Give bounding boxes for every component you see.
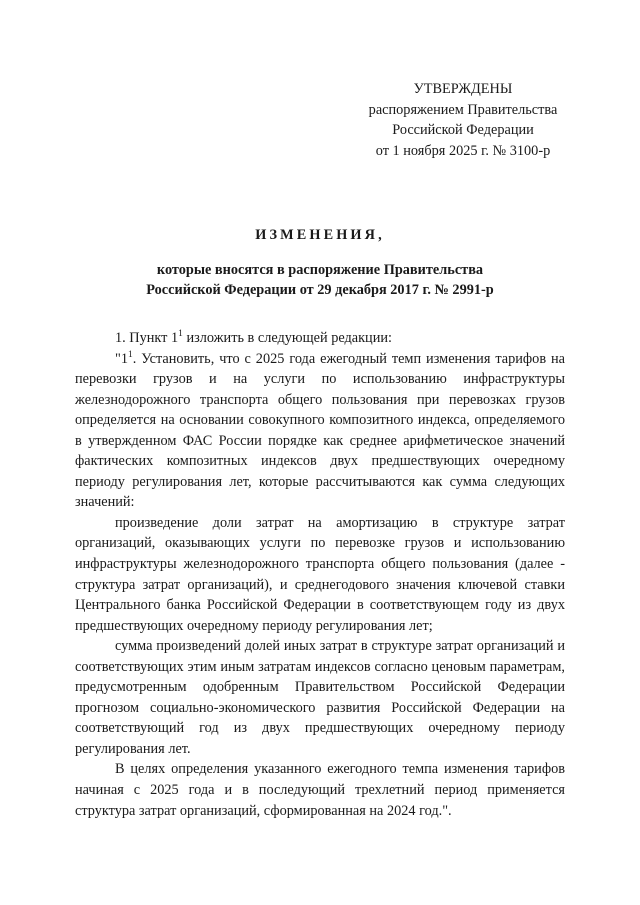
superscript-one-intro: 1 (178, 329, 183, 340)
approval-line-date-number: от 1 ноября 2025 г. № 3100-р (375, 142, 551, 159)
paragraph-sum-of-other-costs: сумма произведений долей иных затрат в структуре затрат организаций и соответствующих этим иным затратам индексов согласно ценовым параметрам, предусмотренным одобренным Правительством Российской Федерации прогнозом социально-экономического развития Российской Федерации на соответствующий год из двух предшествующих очередному периоду регулирования лет. (75, 638, 565, 757)
subtitle-line-2: Российской Федерации от 29 декабря 2017 г. № 2991-р (146, 282, 494, 299)
paragraph-quoted-clause-1-1 (75, 349, 565, 513)
paragraph-item-1-intro (75, 328, 565, 349)
approval-header-block (352, 79, 574, 161)
quote-open-pre: "1 (115, 350, 128, 367)
document-title-block (75, 225, 565, 301)
paragraph-purpose-cost-structure: В целях определения указанного ежегодного темпа изменения тарифов начиная с 2025 года и в последующий трехлетний период применяется структура затрат организаций, сформированная на 2024 год.". (75, 761, 565, 819)
approval-line-federation: Российской Федерации (392, 122, 534, 139)
superscript-one-clause: 1 (128, 349, 133, 360)
document-subtitle (75, 260, 565, 301)
item-1-intro-pre: 1. Пункт 1 (115, 330, 179, 346)
subtitle-line-1: которые вносятся в распоряжение Правительства (156, 261, 484, 278)
document-body (75, 328, 565, 821)
page-title: ИЗМЕНЕНИЯ, (255, 227, 385, 243)
paragraph-amortization-share: произведение доли затрат на амортизацию в структуре затрат организаций, оказывающих услуги по перевозке грузов и использованию инфраструктуры железнодорожного транспорта общего пользования (далее - структура затрат организаций), и среднегодового значения ключевой ставки Центрального банка Российской Федерации в соответствующем году из двух предшествующих очередному периоду регулирования лет; (75, 514, 565, 634)
item-1-intro-post: изложить в следующей редакции: (182, 330, 392, 346)
quote-open-post: . Установить, что с 2025 года ежегодный темп изменения тарифов на перевозки грузов и на услуги по использованию инфраструктуры железнодорожного транспорта общего пользования при перевозках грузов определяется на основании совокупного композитного индекса, определяемого в утвержденном ФАС России порядке как среднее арифметическое значений фактических композитных индексов двух предшествующих очередному периоду регулирования лет, которые рассчитываются как сумма следующих значений: (75, 350, 565, 511)
approval-line-authority: распоряжением Правительства (368, 101, 558, 118)
approval-line-approved: УТВЕРЖДЕНЫ (413, 81, 513, 97)
